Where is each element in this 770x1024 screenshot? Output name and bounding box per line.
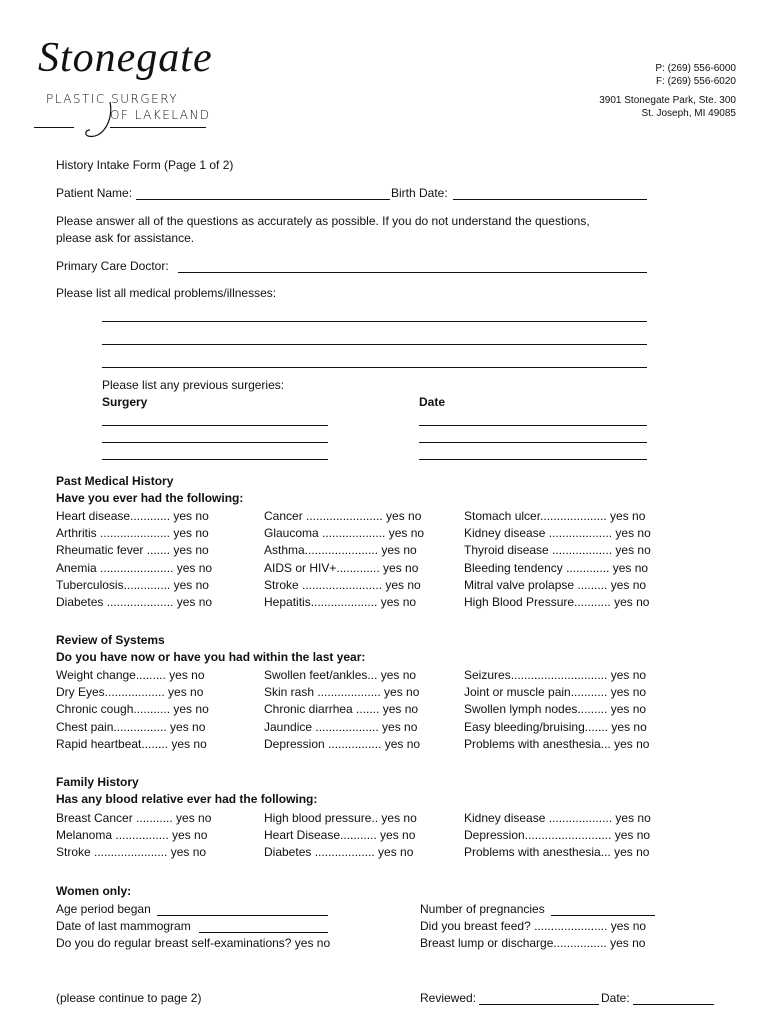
past-history-right-item[interactable]: Mitral valve prolapse ......... yes no — [464, 577, 647, 592]
past-history-left-item[interactable]: Rheumatic fever ....... yes no — [56, 543, 209, 558]
logo-swash-icon — [80, 100, 120, 142]
patient-name-label: Patient Name: — [56, 186, 133, 200]
past-history-middle-item[interactable]: Asthma...................... yes no — [264, 543, 417, 558]
age-period-label: Age period began — [56, 902, 151, 916]
review-systems-right-item[interactable]: Swollen lymph nodes......... yes no — [464, 702, 647, 717]
birth-date-field[interactable] — [453, 199, 647, 200]
past-history-left-item[interactable]: Heart disease............ yes no — [56, 509, 209, 523]
family-history-right-item[interactable]: Kidney disease ................... yes no — [464, 811, 651, 825]
breast-feed-question: Did you breast feed? ...................... yes no — [420, 919, 647, 933]
medical-problems-line-1[interactable] — [102, 321, 647, 322]
past-history-right-item[interactable]: Stomach ulcer.................... yes no — [464, 509, 646, 523]
contact-block — [599, 62, 736, 120]
primary-doctor-field[interactable] — [178, 272, 647, 273]
surgery-date-line-2[interactable] — [419, 442, 647, 443]
family-history-left-item[interactable]: Breast Cancer ........... yes no — [56, 811, 212, 825]
pregnancies-label: Number of pregnancies — [420, 902, 545, 916]
logo-subtitle-2: OF LAKELAND — [110, 108, 211, 122]
family-history-middle-item[interactable]: Diabetes .................. yes no — [264, 845, 414, 860]
past-history-middle-item[interactable]: Hepatitis.................... yes no — [264, 595, 417, 610]
family-history-heading: Family History — [56, 775, 139, 789]
past-history-right-column — [464, 508, 651, 611]
instructions-line-1: Please answer all of the questions as accurately as possible. If you do not understand the questions, — [56, 214, 590, 228]
past-history-middle-item[interactable]: AIDS or HIV+............. yes no — [264, 560, 419, 575]
review-systems-left-item[interactable]: Weight change......... yes no — [56, 668, 205, 682]
family-history-left-item[interactable]: Stroke ...................... yes no — [56, 845, 207, 860]
family-history-middle-item[interactable]: Heart Disease........... yes no — [264, 828, 416, 843]
family-history-middle-item[interactable]: High blood pressure.. yes no — [264, 811, 417, 825]
contact-phone: P: (269) 556-6000 — [655, 63, 736, 74]
logo-subtitle-1: PLASTIC SURGERY — [46, 92, 179, 106]
review-systems-left-item[interactable]: Chronic cough........... yes no — [56, 702, 209, 717]
family-history-left-item[interactable]: Melanoma ................ yes no — [56, 828, 208, 843]
review-systems-middle-item[interactable]: Swollen feet/ankles... yes no — [264, 668, 417, 682]
contact-address-2: St. Joseph, MI 49085 — [641, 108, 736, 119]
contact-address-1: 3901 Stonegate Park, Ste. 300 — [599, 95, 736, 106]
review-systems-left-item[interactable]: Rapid heartbeat........ yes no — [56, 736, 207, 751]
past-history-middle-item[interactable]: Stroke ........................ yes no — [264, 577, 421, 592]
past-history-middle-column — [264, 508, 424, 611]
past-history-left-item[interactable]: Arthritis ..................... yes no — [56, 526, 209, 541]
continue-note: (please continue to page 2) — [56, 991, 202, 1005]
surgery-line-2[interactable] — [102, 442, 328, 443]
past-history-left-item[interactable]: Diabetes .................... yes no — [56, 595, 213, 610]
reviewed-label: Reviewed: — [420, 991, 477, 1005]
logo-rule — [34, 127, 74, 128]
family-history-right-item[interactable]: Problems with anesthesia... yes no — [464, 845, 650, 860]
surgery-line-1[interactable] — [102, 425, 328, 426]
review-systems-subheading: Do you have now or have you had within the last year: — [56, 650, 366, 664]
review-systems-middle-item[interactable]: Depression ................ yes no — [264, 736, 421, 751]
medical-problems-line-3[interactable] — [102, 367, 647, 368]
past-history-heading: Past Medical History — [56, 474, 174, 488]
women-only-heading: Women only: — [56, 884, 132, 898]
review-systems-left-item[interactable]: Chest pain................ yes no — [56, 719, 206, 734]
medical-problems-label: Please list all medical problems/illnesses: — [56, 286, 277, 300]
breast-lump-question: Breast lump or discharge................ yes no — [420, 936, 646, 950]
family-history-left-column — [56, 810, 211, 862]
review-systems-middle-item[interactable]: Chronic diarrhea ....... yes no — [264, 702, 419, 717]
past-history-left-item[interactable]: Tuberculosis.............. yes no — [56, 577, 209, 592]
family-history-right-item[interactable]: Depression.......................... yes no — [464, 828, 651, 843]
patient-name-field[interactable] — [136, 199, 390, 200]
review-systems-middle-item[interactable]: Skin rash ................... yes no — [264, 685, 420, 700]
review-systems-right-item[interactable]: Problems with anesthesia... yes no — [464, 736, 650, 751]
review-systems-middle-item[interactable]: Jaundice ................... yes no — [264, 719, 418, 734]
past-history-left-column — [56, 508, 212, 611]
review-systems-heading: Review of Systems — [56, 633, 165, 647]
surgery-column-header: Surgery — [102, 395, 148, 409]
reviewed-field[interactable] — [479, 1004, 599, 1005]
medical-problems-line-2[interactable] — [102, 344, 647, 345]
surgery-line-3[interactable] — [102, 459, 328, 460]
mammogram-label: Date of last mammogram — [56, 919, 191, 933]
birth-date-label: Birth Date: — [391, 186, 448, 200]
past-history-left-item[interactable]: Anemia ...................... yes no — [56, 560, 213, 575]
past-history-right-item[interactable]: Thyroid disease .................. yes no — [464, 543, 651, 558]
past-history-right-item[interactable]: High Blood Pressure........... yes no — [464, 595, 650, 610]
surgery-date-line-1[interactable] — [419, 425, 647, 426]
age-period-field[interactable] — [157, 915, 328, 916]
self-exam-question: Do you do regular breast self-examinations? yes no — [56, 936, 331, 950]
review-systems-left-item[interactable]: Dry Eyes.................. yes no — [56, 685, 204, 700]
past-history-subheading: Have you ever had the following: — [56, 491, 244, 505]
family-history-middle-column — [264, 810, 417, 862]
contact-fax: F: (269) 556-6020 — [655, 76, 736, 87]
primary-doctor-label: Primary Care Doctor: — [56, 259, 169, 273]
review-systems-middle-column — [264, 667, 420, 753]
logo-rule-right — [110, 127, 206, 128]
instructions-line-2: please ask for assistance. — [56, 231, 195, 245]
footer-date-label: Date: — [601, 991, 630, 1005]
family-history-right-column — [464, 810, 651, 862]
review-systems-right-item[interactable]: Seizures............................. yes no — [464, 668, 647, 682]
previous-surgeries-label: Please list any previous surgeries: — [102, 378, 285, 392]
past-history-right-item[interactable]: Kidney disease ................... yes no — [464, 526, 651, 541]
review-systems-left-column — [56, 667, 209, 753]
review-systems-right-column — [464, 667, 649, 753]
past-history-middle-item[interactable]: Cancer ....................... yes no — [264, 509, 422, 523]
date-column-header: Date — [419, 395, 446, 409]
form-title: History Intake Form (Page 1 of 2) — [56, 158, 234, 172]
logo-wordmark: Stonegate — [38, 35, 213, 81]
past-history-right-item[interactable]: Bleeding tendency ............. yes no — [464, 560, 649, 575]
family-history-subheading: Has any blood relative ever had the following: — [56, 792, 318, 806]
review-systems-right-item[interactable]: Joint or muscle pain........... yes no — [464, 685, 647, 700]
pregnancies-field[interactable] — [551, 915, 655, 916]
past-history-middle-item[interactable]: Glaucoma ................... yes no — [264, 526, 425, 541]
surgery-date-line-3[interactable] — [419, 459, 647, 460]
mammogram-field[interactable] — [199, 932, 328, 933]
review-systems-right-item[interactable]: Easy bleeding/bruising....... yes no — [464, 719, 647, 734]
footer-date-field[interactable] — [633, 1004, 714, 1005]
